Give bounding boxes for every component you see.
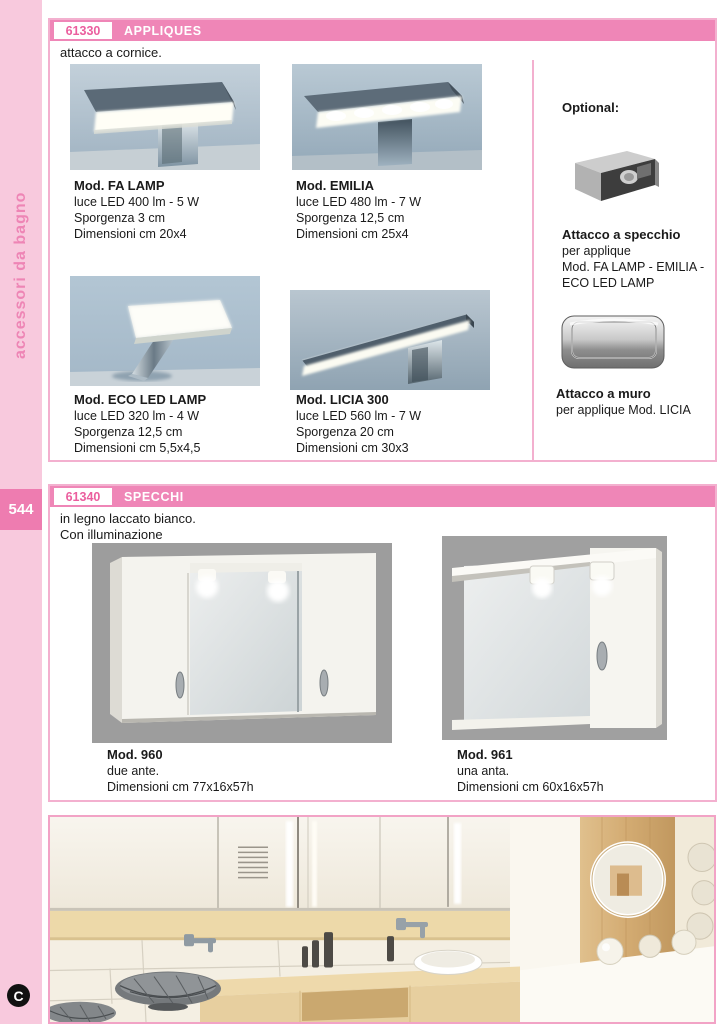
product-spec: Dimensioni cm 5,5x4,5 [74, 441, 201, 455]
product-image-eco-led-lamp [70, 276, 260, 386]
product-image-mod-960 [92, 543, 392, 743]
page-number-badge: 544 [0, 489, 42, 530]
product-name: Mod. FA LAMP [74, 178, 165, 193]
product-spec: due ante. [107, 764, 160, 778]
product-image-emilia [292, 64, 482, 170]
product-image-licia-300 [290, 290, 490, 390]
product-spec: Dimensioni cm 77x16x57h [107, 780, 254, 794]
product-spec: Dimensioni cm 20x4 [74, 227, 187, 241]
product-name: Mod. 961 [457, 747, 513, 762]
product-info-licia-300 [296, 392, 421, 456]
section-specchi [48, 484, 717, 802]
optional-image-attacco-muro [556, 308, 672, 378]
product-info-fa-lamp [74, 178, 199, 242]
product-spec: Sporgenza 12,5 cm [296, 211, 405, 225]
optional-info-attacco-specchio [562, 227, 704, 291]
appliques-title: APPLIQUES [124, 23, 202, 38]
product-spec: luce LED 560 lm - 7 W [296, 409, 422, 423]
specchi-intro-line1: in legno laccato bianco. [60, 511, 196, 526]
section-appliques [48, 18, 717, 462]
bathroom-photo [48, 815, 716, 1024]
optional-name: Attacco a muro [556, 386, 651, 401]
mod-960-photo [92, 543, 392, 743]
specchi-title: SPECCHI [124, 489, 184, 504]
optional-name: Attacco a specchio [562, 227, 681, 242]
attacco-specchio-photo [567, 145, 663, 207]
specchi-code-chip: 61340 [54, 488, 112, 505]
attacco-muro-photo [556, 308, 672, 378]
specchi-intro-line2: Con illuminazione [60, 527, 163, 542]
optional-heading: Optional: [562, 100, 620, 115]
specchi-header-bar [50, 486, 715, 507]
product-info-mod-960 [107, 747, 254, 795]
product-image-mod-961 [442, 536, 667, 740]
optional-line: per applique [562, 244, 631, 258]
sidebar-category-label: accessori da bagno [12, 191, 29, 359]
product-spec: Sporgenza 12,5 cm [74, 425, 183, 439]
optional-line: per applique Mod. LICIA [556, 403, 691, 417]
product-name: Mod. LICIA 300 [296, 392, 389, 407]
product-spec: Sporgenza 20 cm [296, 425, 394, 439]
product-spec: luce LED 320 lm - 4 W [74, 409, 200, 423]
product-name: Mod. EMILIA [296, 178, 374, 193]
product-name: Mod. 960 [107, 747, 163, 762]
product-image-fa-lamp [70, 64, 260, 170]
product-spec: Dimensioni cm 25x4 [296, 227, 409, 241]
appliques-header-bar [50, 20, 715, 41]
emilia-photo [292, 64, 482, 170]
mod-961-photo [442, 536, 667, 740]
appliques-intro: attacco a cornice. [60, 45, 162, 60]
product-spec: una anta. [457, 764, 510, 778]
optional-line: Mod. FA LAMP - EMILIA - [562, 260, 705, 274]
bathroom-scene [50, 817, 714, 1022]
product-info-emilia [296, 178, 421, 242]
optional-column-divider [532, 60, 534, 460]
product-spec: luce LED 480 lm - 7 W [296, 195, 422, 209]
licia-photo [290, 290, 490, 390]
eco-led-photo [70, 276, 260, 386]
optional-line: ECO LED LAMP [562, 276, 655, 290]
optional-info-attacco-muro [556, 386, 691, 418]
optional-image-attacco-specchio [567, 145, 663, 207]
product-info-mod-961 [457, 747, 604, 795]
fa-lamp-photo [70, 64, 260, 170]
product-spec: Dimensioni cm 60x16x57h [457, 780, 604, 794]
product-spec: Sporgenza 3 cm [74, 211, 166, 225]
copyright-icon: C [7, 984, 30, 1007]
appliques-code-chip: 61330 [54, 22, 112, 39]
product-spec: luce LED 400 lm - 5 W [74, 195, 200, 209]
product-info-eco-led-lamp [74, 392, 206, 456]
sidebar [0, 0, 42, 1024]
specchi-intro [60, 511, 196, 543]
product-spec: Dimensioni cm 30x3 [296, 441, 409, 455]
product-name: Mod. ECO LED LAMP [74, 392, 207, 407]
